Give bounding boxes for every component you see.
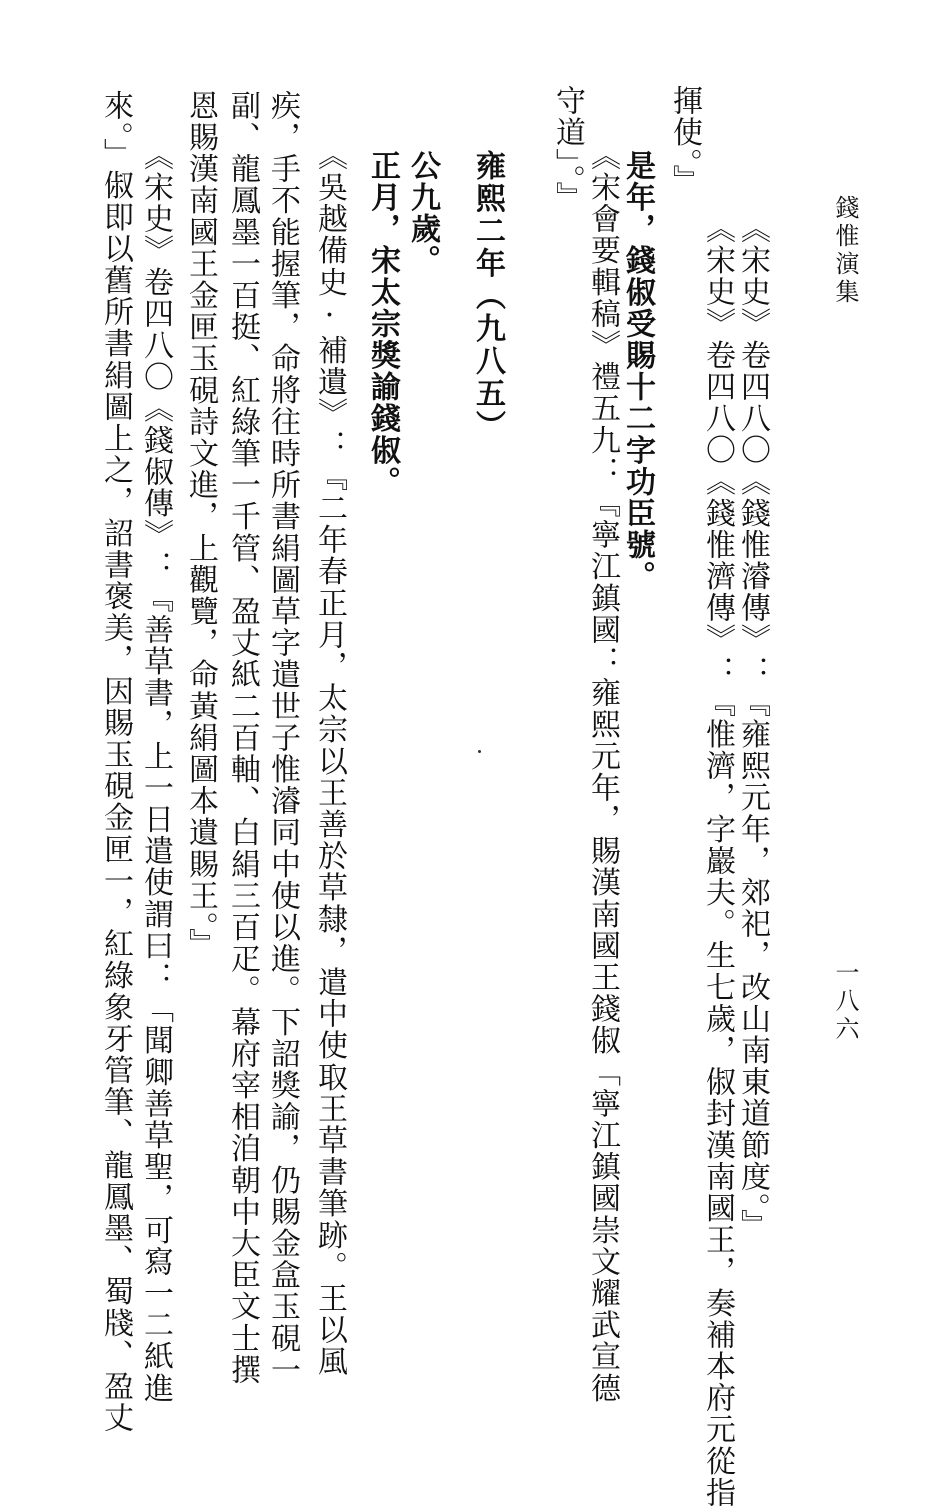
text-column-5: 《宋會要輯稿》禮五九：『寧江鎮國：雍熙元年，賜漢南國王錢俶「寧江鎮國崇文耀武宣德 [585,140,620,1404]
text-column-2: 《宋史》卷四八〇《錢惟濟傳》：『惟濟，字巖夫。生七歲，俶封漢南國王，奏補本府元從指 [700,213,735,1509]
text-column-10: 《吳越備史·補遺》：『二年春正月，太宗以王善於草隸，遣中使取王草書筆跡。王以風 [312,140,347,1378]
text-column-3: 揮使。』 [667,85,702,197]
scan-speck [478,750,481,753]
section-note-2: 正月，宋太宗獎諭錢俶。 [365,150,400,498]
text-column-14: 《宋史》卷四八〇《錢俶傳》：『善草書，上一日遣使謂曰：「聞卿善草聖，可寫一二紙進 [138,140,173,1404]
text-column-11: 疾，手不能握筆，命將往時所書絹圖草字遣世子惟濬同中使以進。下詔獎諭，仍賜金盒玉硯一 [265,90,300,1386]
text-column-13: 恩賜漢南國王金匣玉硯詩文進，上觀覽，命黃絹圖本遺賜王。』 [183,90,218,960]
year-heading: 雍熙二年（九八五） [470,150,505,443]
text-column-6: 守道」。』 [550,85,585,213]
age-note: 公九歲。 [405,150,440,277]
text-column-15: 來。」俶即以舊所書絹圖上之，詔書褒美，因賜玉硯金匣一，紅綠象牙管筆、龍鳳墨、蜀牋、盈丈 [98,90,133,1434]
section-note-1: 是年，錢俶受賜十二字功臣號。 [620,150,655,593]
text-column-12: 副、龍鳳墨一百挺、紅綠筆一千管、盈丈紙二百軸、白絹三百疋。幕府宰相洎朝中大臣文士撰 [225,90,260,1386]
book-title: 錢惟演集 [831,195,859,307]
text-column-1: 《宋史》卷四八〇《錢惟濬傳》：『雍熙元年，郊祀，改山南東道節度。』 [735,213,770,1241]
page-number: 一八六 [831,960,859,1044]
